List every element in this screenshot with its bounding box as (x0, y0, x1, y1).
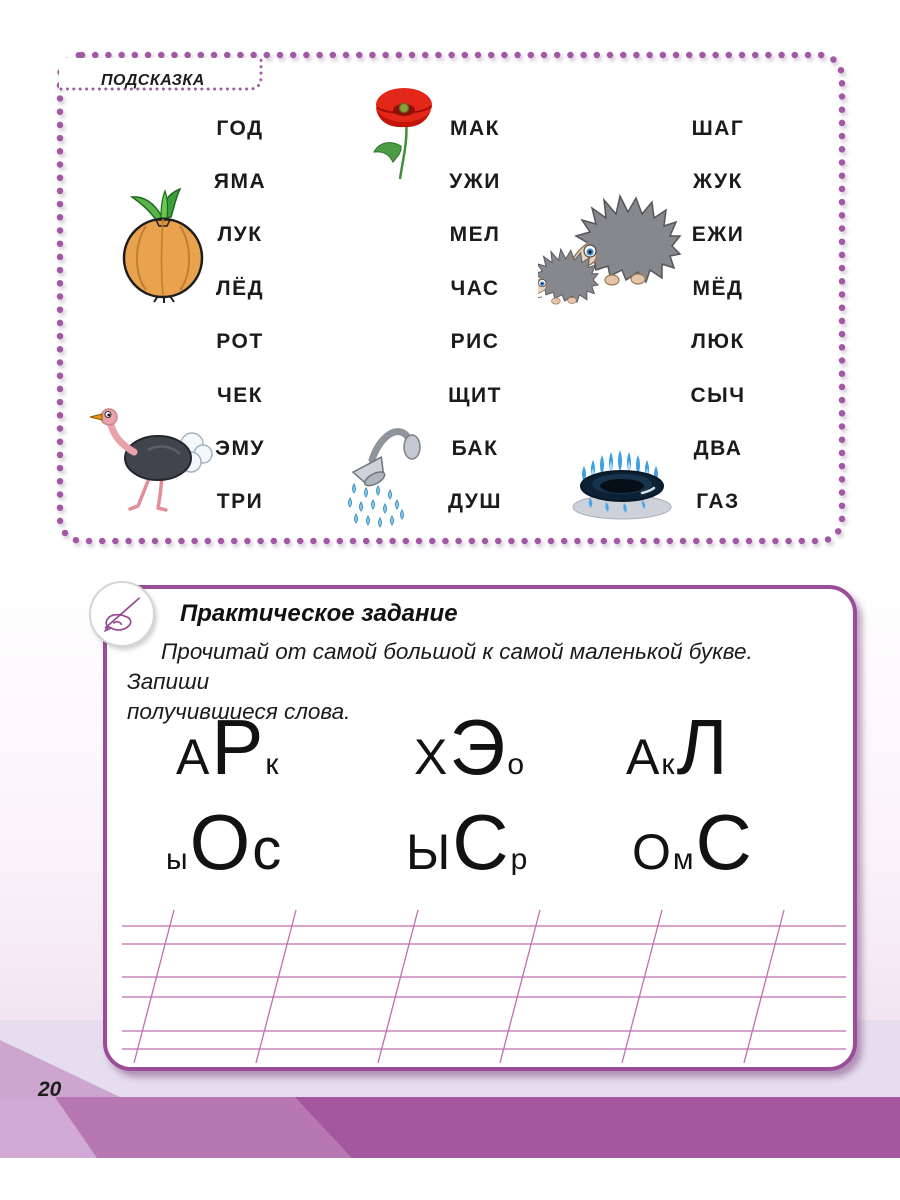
task-card (103, 585, 857, 1071)
puzzle-letter: О (189, 798, 253, 886)
hint-word: ЛЮК (691, 330, 745, 354)
word-column-3 (663, 102, 773, 529)
hint-word: ДУШ (448, 490, 502, 514)
letter-puzzle (166, 797, 283, 888)
hint-word: ШАГ (691, 116, 745, 140)
hint-word: БАК (451, 437, 499, 461)
hint-word: МАК (450, 116, 500, 140)
hint-word: ЛЁД (215, 276, 265, 300)
writing-hand-icon (89, 581, 155, 647)
instruction-line: получившиеся слова. (127, 699, 351, 724)
hint-word: УЖИ (449, 170, 501, 194)
letter-puzzle (176, 702, 281, 793)
puzzle-letter: р (510, 843, 530, 876)
puzzle-letter: Р (211, 703, 266, 791)
puzzle-letter: к (265, 748, 281, 781)
hint-word: ЭМУ (215, 437, 265, 461)
puzzle-letter: о (507, 748, 527, 781)
puzzle-letter: ы (166, 843, 190, 876)
hint-word: ГАЗ (696, 490, 740, 514)
puzzle-letter: к (661, 748, 677, 781)
puzzle-letter: О (632, 824, 673, 880)
shower-image (348, 414, 440, 532)
puzzle-letter: С (452, 798, 511, 886)
ostrich-image (88, 406, 214, 514)
puzzle-letter: С (695, 798, 754, 886)
hint-word: ТРИ (216, 490, 264, 514)
writing-lines (122, 908, 846, 1066)
gas-burner-image (570, 448, 674, 522)
hedgehogs-image (538, 188, 690, 314)
hint-word: СЫЧ (690, 383, 746, 407)
poppy-image (362, 86, 446, 182)
instruction-line: Прочитай от самой большой к самой маленькой букве. Запиши (127, 639, 753, 694)
hint-word: ЩИТ (448, 383, 502, 407)
hint-word: ЛУК (217, 223, 263, 247)
hint-word: ЧЕК (216, 383, 264, 407)
puzzle-letter: м (672, 843, 696, 876)
hint-label: ПОДСКАЗКА (101, 72, 205, 89)
hint-word: ГОД (216, 116, 264, 140)
hint-tab (59, 58, 265, 90)
puzzle-letter: с (252, 817, 284, 882)
hint-word: РИС (450, 330, 500, 354)
puzzle-letter: А (626, 729, 662, 785)
hint-word: ЧАС (450, 276, 500, 300)
onion-image (118, 188, 210, 304)
hint-word: РОТ (216, 330, 264, 354)
puzzle-letter: Х (414, 729, 450, 785)
page-number: 20 (38, 1078, 62, 1101)
letter-puzzle (406, 797, 529, 888)
letter-puzzle (414, 702, 526, 793)
hint-word: МЁД (692, 276, 744, 300)
hint-card (55, 50, 847, 546)
bottom-white-margin (0, 1158, 900, 1200)
puzzle-letter: Э (449, 703, 508, 791)
task-title: Практическое задание (180, 600, 458, 627)
letter-puzzle (626, 702, 730, 793)
hint-word: ЯМА (213, 170, 267, 194)
letter-puzzle (632, 797, 754, 888)
puzzle-letter: Л (676, 703, 730, 791)
puzzle-letter: Ы (406, 824, 453, 880)
hint-word: ДВА (693, 437, 743, 461)
hint-word: ЕЖИ (691, 223, 745, 247)
puzzle-letter: А (176, 729, 212, 785)
hint-word: МЕЛ (449, 223, 501, 247)
hint-word: ЖУК (693, 170, 743, 194)
